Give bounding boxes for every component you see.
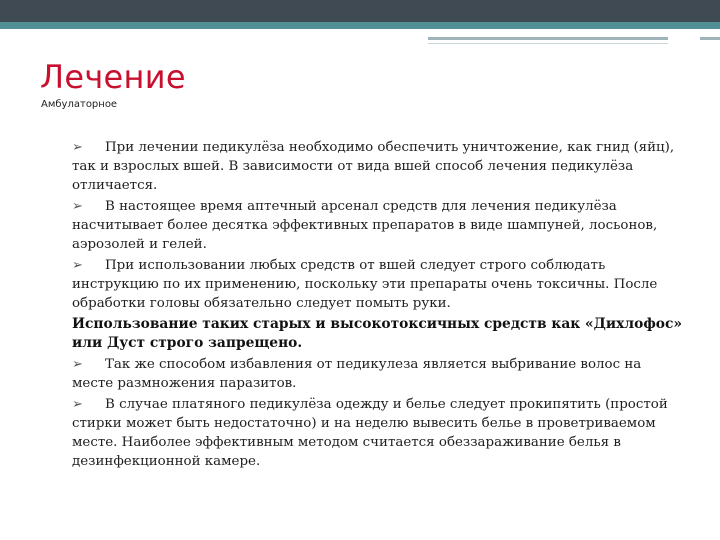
- bullet-text: В случае платяного педикулёза одежду и белье следует прокипятить (простой стирки может быть недостаточно) и на неделю вывесить белье в проветриваемом месте. Наиболее эффективным методом считается обеззараживание белья в дезинфекционной камере.: [72, 397, 668, 469]
- decorative-line-thin: [428, 43, 668, 44]
- arrow-bullet-icon: ➢: [72, 258, 83, 273]
- bullet-paragraph: [72, 138, 682, 195]
- decorative-line: [428, 37, 668, 40]
- header-accent-bar: [0, 22, 720, 29]
- bullet-paragraph: [72, 197, 682, 254]
- decorative-line: [700, 37, 720, 40]
- slide-subtitle: Амбулаторное: [41, 99, 118, 110]
- slide-body: [72, 138, 682, 473]
- bullet-text: Так же способом избавления от педикулеза является выбривание волос на месте размножения паразитов.: [72, 357, 642, 391]
- arrow-bullet-icon: ➢: [72, 397, 83, 412]
- bullet-paragraph: [72, 256, 682, 313]
- bullet-paragraph: [72, 355, 682, 393]
- warning-paragraph: Использование таких старых и высокотоксичных средств как «Дихлофос» или Дуст строго запрещено.: [72, 316, 682, 351]
- bullet-paragraph: [72, 395, 682, 471]
- bullet-text: В настоящее время аптечный арсенал средств для лечения педикулёза насчитывает более десятка эффективных препаратов в виде шампуней, лосьонов, аэрозолей и гелей.: [72, 199, 658, 252]
- header-bar: [0, 0, 720, 22]
- arrow-bullet-icon: ➢: [72, 357, 83, 372]
- slide-title: Лечение: [40, 58, 186, 96]
- arrow-bullet-icon: ➢: [72, 140, 83, 155]
- bullet-text: При использовании любых средств от вшей следует строго соблюдать инструкцию по их применению, поскольку эти препараты очень токсичны. После обработки головы обязательно следует помыть руки.: [72, 258, 658, 311]
- arrow-bullet-icon: ➢: [72, 199, 83, 214]
- bullet-text: При лечении педикулёза необходимо обеспечить уничтожение, как гнид (яйц), так и взрослых вшей. В зависимости от вида вшей способ лечения педикулёза отличается.: [72, 140, 675, 193]
